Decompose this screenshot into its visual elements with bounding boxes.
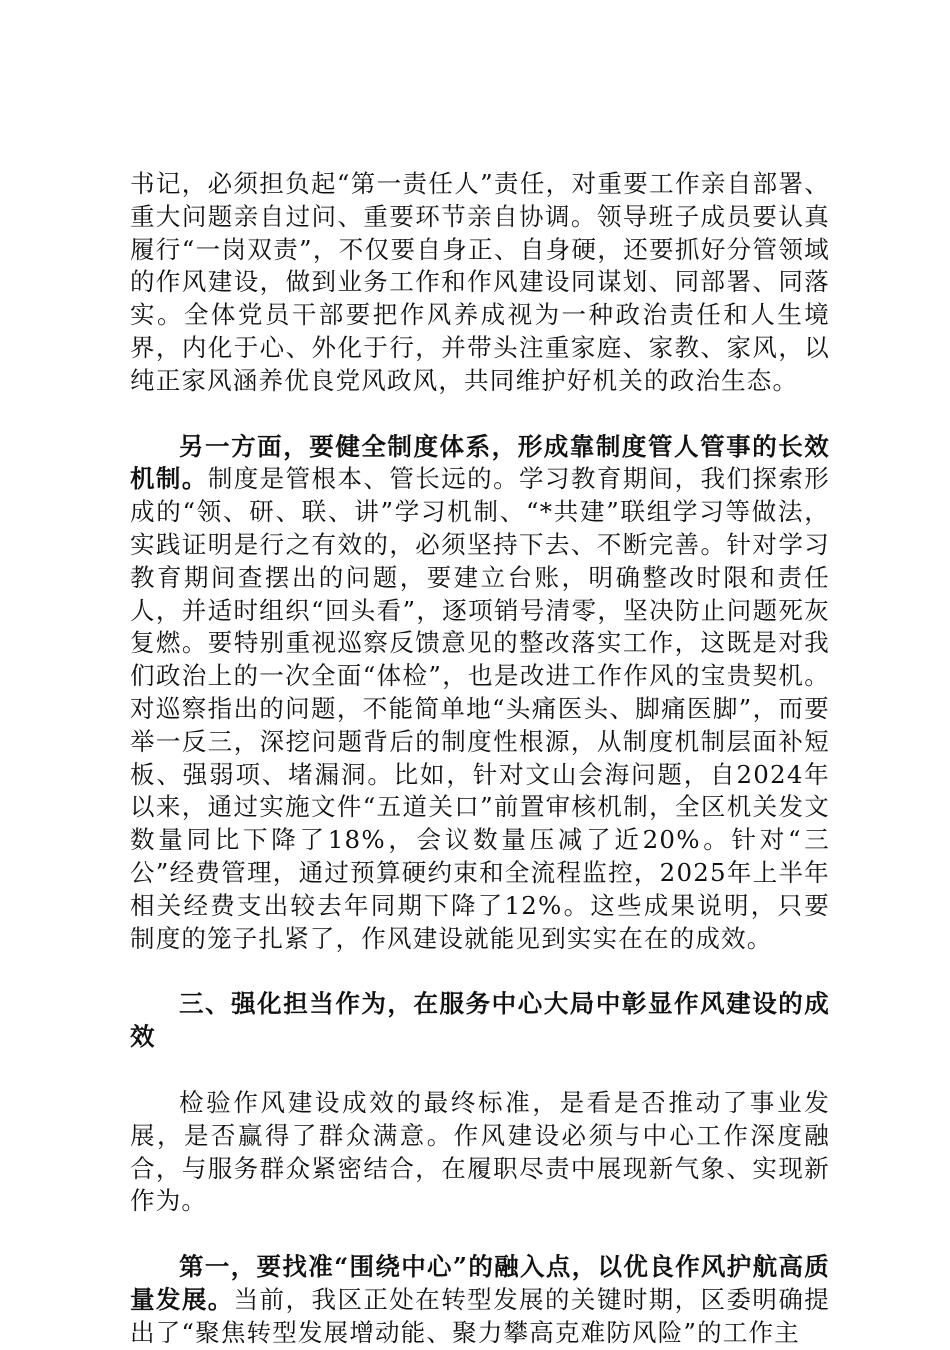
section-heading-3: 三、强化担当作为，在服务中心大局中彰显作风建设的成效 [130, 989, 830, 1052]
paragraph-first-point [130, 1251, 830, 1349]
paragraph-text: 检验作风建设成效的最终标准，是看是否推动了事业发展，是否赢得了群众满意。作风建设必须与中心工作深度融合，与服务群众紧密结合，在履职尽责中展现新气象、实现新作为。 [130, 1087, 830, 1216]
paragraph-section-intro [130, 1087, 830, 1218]
paragraph-text: 当前，我区正处在转型发展的关键时期，区委明确提出了“聚焦转型发展增动能、聚力攀高克难防风险”的工作主 [130, 1284, 830, 1347]
document-body [130, 168, 830, 1350]
paragraph-lead-sentence: 第一，要找准“围绕中心”的融入点，以优良作风护航高质量发展。 [130, 1252, 830, 1314]
paragraph-text: 制度是管根本、管长远的。学习教育期间，我们探索形成的“领、研、联、讲”学习机制、“*共建”联组学习等做法，实践证明是行之有效的，必须坚持下去、不断完善。针对学习教育期间查摆出的问题，要建立台账，明确整改时限和责任人，并适时组织“回头看”，逐项销号清零，坚决防止问题死灰复燃。要特别重视巡察反馈意见的整改落实工作，这既是对我们政治上的一次全面“体检”，也是改进工作作风的宝贵契机。对巡察指出的问题，不能简单地“头痛医头、脚痛医脚”，而要举一反三，深挖问题背后的制度性根源，从制度机制层面补短板、强弱项、堵漏洞。比如，针对文山会海问题，自2024年以来，通过实施文件“五道关口”前置审核机制，全区机关发文数量同比下降了18%，会议数量压减了近20%。针对“三公”经费管理，通过预算硬约束和全流程监控，2025年上半年相关经费支出较去年同期下降了12%。这些成果说明，只要制度的笼子扎紧了，作风建设就能见到实实在在的成效。 [130, 464, 830, 953]
paragraph-party-secretary-responsibility [130, 168, 830, 398]
paragraph-text: 书记，必须担负起“第一责任人”责任，对重要工作亲自部署、重大问题亲自过问、重要环节亲自协调。领导班子成员要认真履行“一岗双责”，不仅要自身正、自身硬，还要抓好分管领域的作风建设，做到业务工作和作风建设同谋划、同部署、同落实。全体党员干部要把作风养成视为一种政治责任和人生境界，内化于心、外化于行，并带头注重家庭、家教、家风，以纯正家风涵养优良党风政风，共同维护好机关的政治生态。 [130, 169, 830, 395]
paragraph-lead-sentence: 另一方面，要健全制度体系，形成靠制度管人管事的长效机制。 [130, 431, 830, 494]
paragraph-institutional-system [130, 431, 830, 956]
